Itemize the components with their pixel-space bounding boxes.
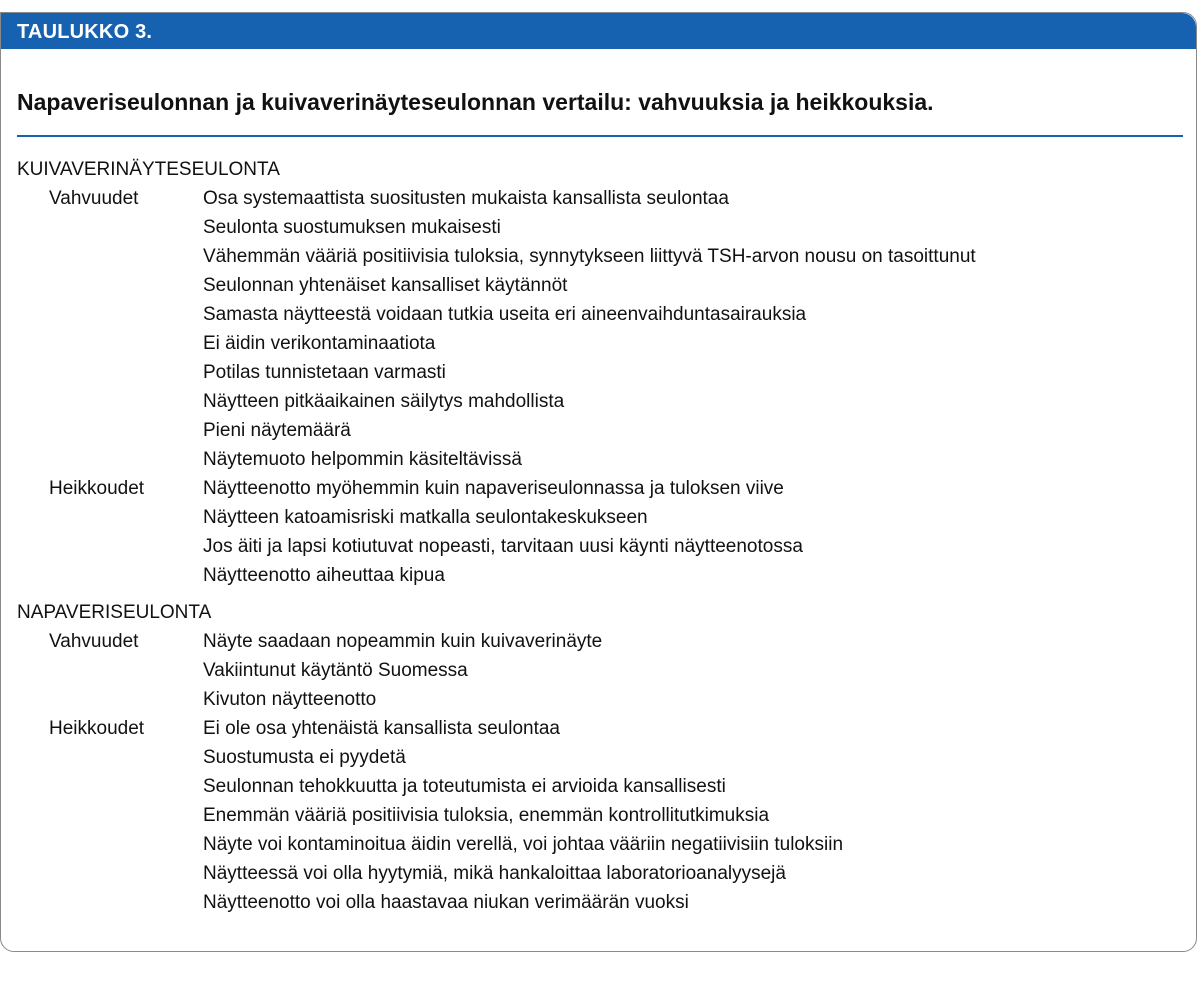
list-item: Näyte saadaan nopeammin kuin kuivaverinäyte: [203, 631, 603, 652]
list-item: Seulonta suostumuksen mukaisesti: [203, 217, 501, 238]
list-item: Samasta näytteestä voidaan tutkia useita eri aineenvaihduntasairauksia: [203, 304, 807, 325]
section-heading: KUIVAVERINÄYTESEULONTA: [17, 159, 280, 180]
list-item: Ei äidin verikontaminaatiota: [203, 333, 436, 354]
table-title: Napaveriseulonnan ja kuivaverinäyteseulonnan vertailu: vahvuuksia ja heikkouksia.: [17, 89, 934, 115]
section-kuivaverinayteseulonta: [17, 155, 1187, 590]
section-napaveriseulonta: [17, 598, 1187, 917]
group-items: [203, 184, 1187, 474]
list-item: Näytemuoto helpommin käsiteltävissä: [203, 449, 522, 470]
list-item: Seulonnan tehokkuutta ja toteutumista ei arvioida kansallisesti: [203, 776, 726, 797]
list-item: Näytteen pitkäaikainen säilytys mahdollista: [203, 391, 565, 412]
list-item: Osa systemaattista suositusten mukaista kansallista seulontaa: [203, 188, 729, 209]
list-item: Jos äiti ja lapsi kotiutuvat nopeasti, tarvitaan uusi käynti näytteenotossa: [203, 536, 803, 557]
list-item: Potilas tunnistetaan varmasti: [203, 362, 446, 383]
list-item: Näytteenotto aiheuttaa kipua: [203, 565, 445, 586]
list-item: Kivuton näytteenotto: [203, 689, 377, 710]
list-item: Vakiintunut käytäntö Suomessa: [203, 660, 468, 681]
group-items: [203, 474, 1187, 590]
group-weaknesses: [17, 714, 1187, 917]
list-item: Näytteessä voi olla hyytymiä, mikä hankaloittaa laboratorioanalyysejä: [203, 863, 786, 884]
list-item: Näyte voi kontaminoitua äidin verellä, voi johtaa vääriin negatiivisiin tuloksiin: [203, 834, 844, 855]
group-items: [203, 714, 1187, 917]
list-item: Pieni näytemäärä: [203, 420, 351, 441]
group-label: Heikkoudet: [49, 478, 145, 499]
group-label: Heikkoudet: [49, 718, 145, 739]
group-items: [203, 627, 1187, 714]
list-item: Vähemmän vääriä positiivisia tuloksia, synnytykseen liittyvä TSH-arvon nousu on tasoittunut: [203, 246, 976, 267]
table-content: [17, 155, 1187, 917]
group-label: Vahvuudet: [49, 188, 139, 209]
list-item: Näytteenotto voi olla haastavaa niukan verimäärän vuoksi: [203, 892, 689, 913]
title-divider: [17, 135, 1183, 137]
table-box: [0, 12, 1197, 952]
table-header-bar: [1, 13, 1196, 49]
list-item: Ei ole osa yhtenäistä kansallista seulontaa: [203, 718, 561, 739]
list-item: Seulonnan yhtenäiset kansalliset käytännöt: [203, 275, 568, 296]
group-strengths: [17, 184, 1187, 474]
section-heading: NAPAVERISEULONTA: [17, 602, 212, 623]
list-item: Enemmän vääriä positiivisia tuloksia, enemmän kontrollitutkimuksia: [203, 805, 770, 826]
group-strengths: [17, 627, 1187, 714]
group-label: Vahvuudet: [49, 631, 139, 652]
table-number-label: TAULUKKO 3.: [17, 21, 153, 43]
list-item: Näytteen katoamisriski matkalla seulontakeskukseen: [203, 507, 648, 528]
group-weaknesses: [17, 474, 1187, 590]
list-item: Suostumusta ei pyydetä: [203, 747, 406, 768]
list-item: Näytteenotto myöhemmin kuin napaveriseulonnassa ja tuloksen viive: [203, 478, 784, 499]
